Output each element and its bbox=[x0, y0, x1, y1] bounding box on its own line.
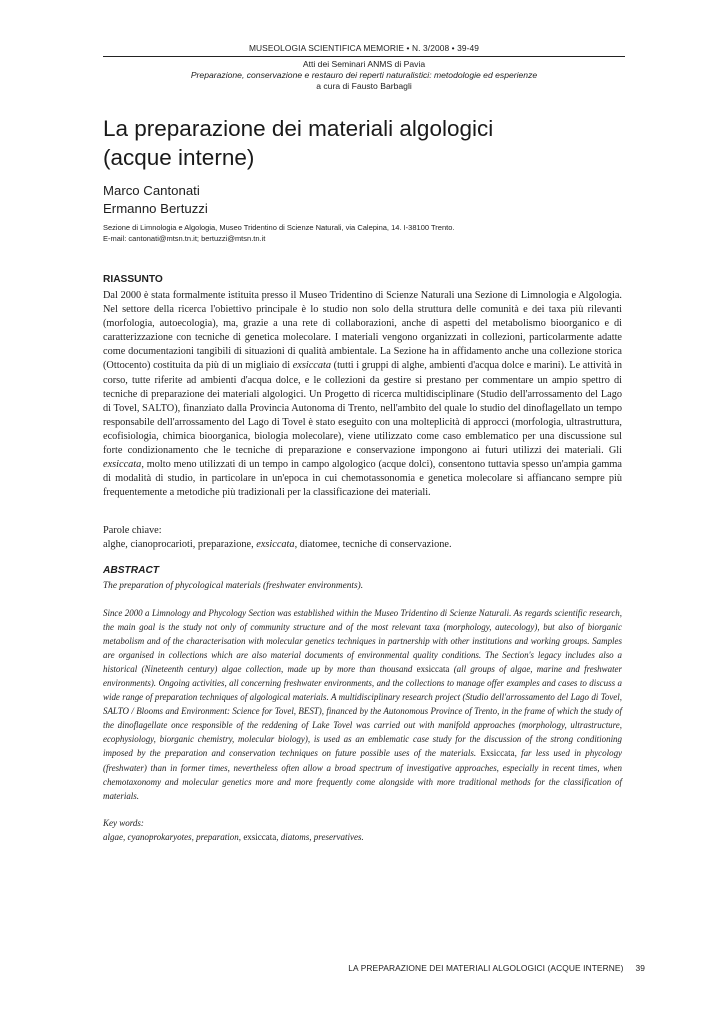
author-name: Ermanno Bertuzzi bbox=[103, 201, 208, 216]
riassunto-text: Dal 2000 è stata formalmente istituita presso il Museo Tridentino di Scienze Naturali una Sezione di Limnologia e Algologia. Nel settore della ricerca l'obiettivo principale è lo studio non solo della struttura delle comunità e dei taxa più rilevanti (morfologia, autoecologia), ma, grazie a una rete di collaborazioni, anche di aspetti del metabolismo bioorganico e di caratterizzazione con tecniche di genetica molecolare. I materiali vengono organizzati in collezioni, particolarmente adatte come documentazioni tangibili di situazioni di qualità ambientale. La Sezione ha in affidamento anche una collezione storica (Ottocento) costituita da più di un migliaio di bbox=[103, 290, 622, 372]
abstract-text: , far less used in phycology (freshwater) than in former times, nevertheless often allow a broad spectrum of investigative approaches, especially in recent times, when chemotaxonomy and molecular genetics more and more frequently come alongside with more traditional methods for the classification of materials. bbox=[103, 748, 623, 801]
affiliation bbox=[103, 222, 625, 244]
keywords-text: algae, cyanoprokaryotes, preparation, bbox=[103, 831, 242, 842]
author-name: Marco Cantonati bbox=[103, 183, 200, 198]
author-list bbox=[103, 182, 208, 218]
title-line-1: La preparazione dei materiali algologici bbox=[103, 116, 494, 141]
affiliation-email: E-mail: cantonati@mtsn.tn.it; bertuzzi@mtsn.tn.it bbox=[103, 234, 266, 243]
keywords-list bbox=[103, 831, 622, 845]
abstract-subtitle: The preparation of phycological materials (freshwater environments). bbox=[103, 581, 364, 591]
abstract-upright-term: exsiccata bbox=[416, 664, 450, 675]
riassunto-italic-term: exsiccata bbox=[292, 360, 332, 372]
riassunto-heading: RIASSUNTO bbox=[103, 274, 163, 285]
abstract-body bbox=[103, 606, 622, 803]
header-divider bbox=[103, 56, 625, 57]
keywords-italian bbox=[103, 524, 622, 553]
riassunto-body bbox=[103, 289, 622, 500]
keywords-text: , diatomee, tecniche di conservazione. bbox=[294, 539, 452, 551]
abstract-upright-term: Exsiccata bbox=[480, 748, 515, 759]
abstract-text: (all groups of algae, marine and freshwater environments). Ongoing activities, all concerning freshwater environments, and the collections to manage offer examples and cases to discuss a wide range of preparation techniques of algological materials. A multidisciplinary research project (Studio dell'arrossamento del Lago di Tovel, SALTO / Blooms and Environment: Science for Tovel, BEST), financed by the Autonomous Province of Trento, in the frame of which the study of the dinoflagellate once responsible of the reddening of Lake Tovel was carried out with manifold approaches (morphology, ultrastructure, ecophysiology, biorganic chemistry, molecular biology), is used as an emblematic case study for the discussion of the strong conditioning imposed by the preparation and conservation techniques on future possible uses of the materials. bbox=[103, 664, 623, 759]
abstract-heading: ABSTRACT bbox=[103, 565, 160, 576]
keywords-label: Key words: bbox=[103, 818, 144, 828]
article-title bbox=[103, 114, 625, 172]
riassunto-text: (tutti i gruppi di alghe, ambienti d'acqua dolce e marini). Le attività in corso, tutte riferite ad ambienti d'acqua dolce, e le collezioni da gestire si prestano per commentare un ampio spettro di tecniche di preparazione dei materiali algologici. Un Progetto di ricerca multidisciplinare (Studio dell'arrossamento del Lago di Tovel, SALTO), finanziato dalla Provincia Autonoma di Trento, nell'ambito del quale lo studio del dinoflagellato un tempo responsabile dell'arrossamento del Lago di Tovel è stato eseguito con una molteplicità di approcci (morfologia, ultrastruttura, ecofisiologia, chimica bioorganica, biologia molecolare), viene utilizzato come caso emblematico per una discussione sul forte condizionamento che le tecniche di preparazione e conservazione impongono ai futuri utilizzi dei materiali. Gli bbox=[103, 360, 622, 457]
page-footer bbox=[348, 963, 645, 973]
keywords-italic-term: exsiccata bbox=[256, 539, 295, 551]
keywords-text: , diatoms, preservatives. bbox=[276, 831, 364, 842]
keywords-upright-term: exsiccata bbox=[243, 831, 277, 842]
running-title: LA PREPARAZIONE DEI MATERIALI ALGOLOGICI (ACQUE INTERNE) bbox=[348, 963, 624, 973]
journal-citation: MUSEOLOGIA SCIENTIFICA MEMORIE • N. 3/2008 • 39-49 bbox=[248, 43, 480, 53]
keywords-english bbox=[103, 817, 622, 844]
keywords-label: Parole chiave: bbox=[103, 525, 162, 536]
keywords-text: alghe, cianoprocarioti, preparazione, bbox=[103, 539, 254, 551]
editor-line: a cura di Fausto Barbagli bbox=[316, 81, 412, 91]
riassunto-text: , molto meno utilizzati di un tempo in campo algologico (acque dolci), consentono tuttavia spesso un'ampia gamma di modalità di studio, in particolare in un'epoca in cui chemotassonomia e genetica molecolare si affiancano sempre più frequentemente a metodiche più tradizionali per la classificazione dei materiali. bbox=[103, 459, 622, 499]
riassunto-italic-term: exsiccata bbox=[103, 459, 142, 471]
affiliation-address: Sezione di Limnologia e Algologia, Museo Tridentino di Scienze Naturali, via Calepina, 14. I-38100 Trento. bbox=[103, 223, 455, 232]
series-line: Atti dei Seminari ANMS di Pavia bbox=[302, 59, 426, 69]
page-number: 39 bbox=[635, 963, 645, 973]
title-line-2: (acque interne) bbox=[103, 145, 255, 170]
keywords-list bbox=[103, 538, 622, 552]
volume-title: Preparazione, conservazione e restauro dei reperti naturalistici: metodologie ed esperienze bbox=[190, 70, 538, 80]
page-header bbox=[103, 42, 625, 92]
abstract-text: Since 2000 a Limnology and Phycology Section was established within the Museo Tridentino di Scienze Naturali. As regards scientific research, the main goal is the study not only of community structure and of the most relevant taxa (morphology, autecology), but also of biorganic metabolism and of the characterisation with molecular genetics techniques in partnership with other institutions and working groups. Samples are organised in collections which are also material documents of environmental quality conditions. The Section's legacy includes also a historical (Nineteenth century) algae collection, made up by more than thousand bbox=[103, 608, 622, 675]
